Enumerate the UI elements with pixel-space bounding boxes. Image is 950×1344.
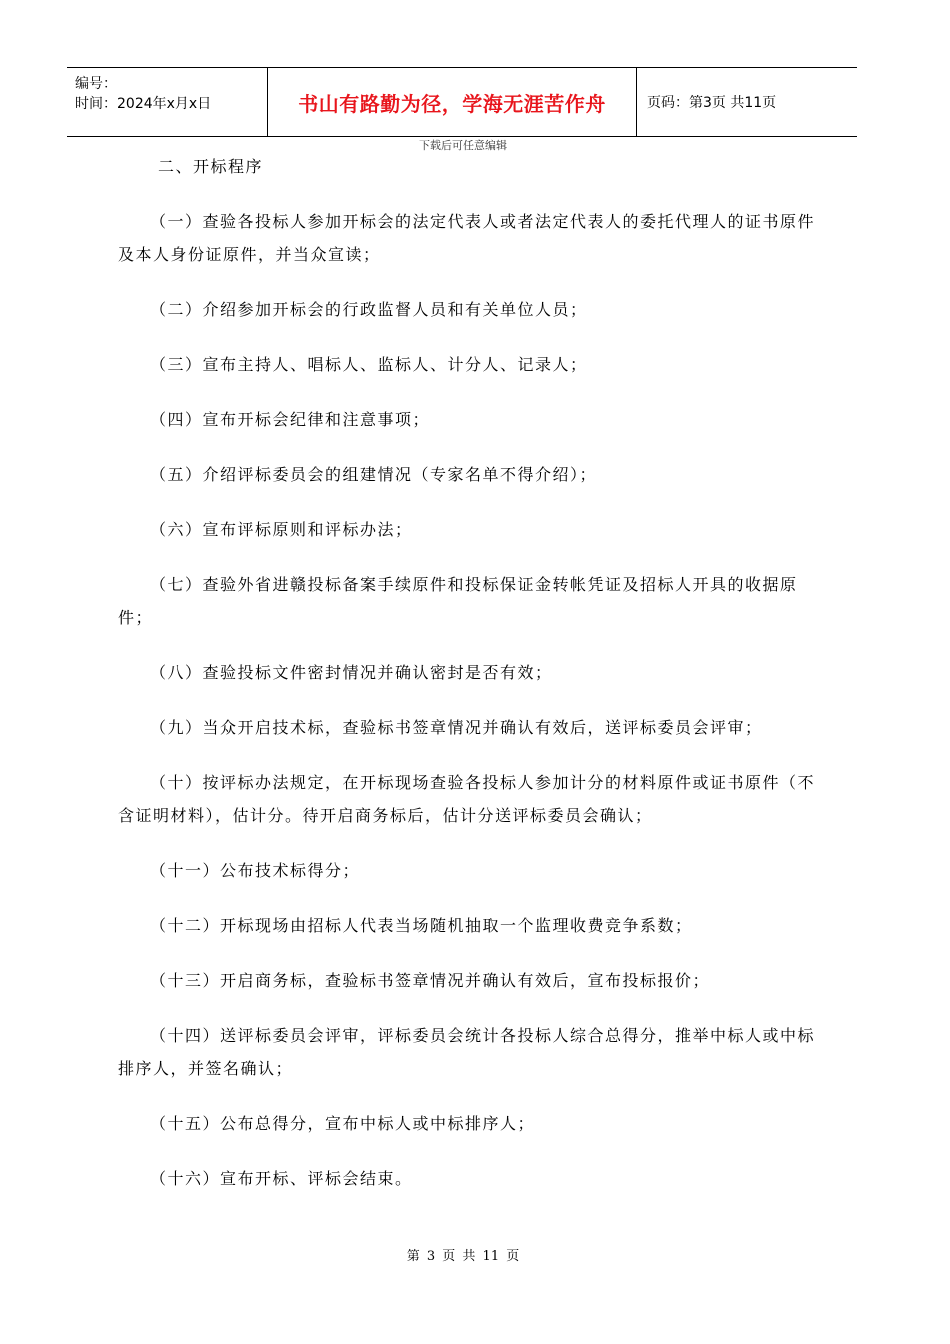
procedure-item: （七）查验外省进赣投标备案手续原件和投标保证金转帐凭证及招标人开具的收据原件； [118,575,798,627]
procedure-item: （三）宣布主持人、唱标人、监标人、计分人、记录人； [150,355,588,374]
procedure-item: （十二）开标现场由招标人代表当场随机抽取一个监理收费竞争系数； [150,916,693,935]
document-number-label: 编号： [75,76,117,92]
procedure-item: （一）查验各投标人参加开标会的法定代表人或者法定代表人的委托代理人的证书原件及本人身份证原件，并当众宣读； [118,212,816,264]
page-header [67,67,857,137]
page-footer: 第 3 页 共 11 页 [406,1249,520,1264]
procedure-item: （十一）公布技术标得分； [150,861,361,880]
procedure-item: （十五）公布总得分，宣布中标人或中标排序人； [150,1114,536,1133]
procedure-item: （九）当众开启技术标，查验标书签章情况并确认有效后，送评标委员会评审； [150,718,763,737]
header-page-label: 页码：第3页 共11页 [647,95,777,111]
procedure-item: （十三）开启商务标，查验标书签章情况并确认有效后，宣布投标报价； [150,971,711,990]
procedure-item: （六）宣布评标原则和评标办法； [150,520,413,539]
procedure-item: （二）介绍参加开标会的行政监督人员和有关单位人员； [150,300,588,319]
procedure-item: （五）介绍评标委员会的组建情况（专家名单不得介绍）； [150,465,598,484]
procedure-item: （八）查验投标文件密封情况并确认密封是否有效； [150,663,553,682]
procedure-item: （十）按评标办法规定，在开标现场查验各投标人参加计分的材料原件或证书原件（不含证明材料），估计分。待开启商务标后，估计分送评标委员会确认； [118,773,816,825]
procedure-item: （十四）送评标委员会评审，评标委员会统计各投标人综合总得分，推举中标人或中标排序人，并签名确认； [118,1026,816,1078]
procedure-item: （十六）宣布开标、评标会结束。 [150,1169,413,1188]
section-heading: 二、开标程序 [158,157,264,176]
procedure-item: （四）宣布开标会纪律和注意事项； [150,410,431,429]
header-motto: 书山有路勤为径，学海无涯苦作舟 [267,68,637,136]
header-meta [67,60,267,128]
editable-note: 下载后可任意编辑 [419,139,507,152]
document-body [118,150,818,1217]
document-time-label: 时间：2024年x月x日 [75,96,212,112]
